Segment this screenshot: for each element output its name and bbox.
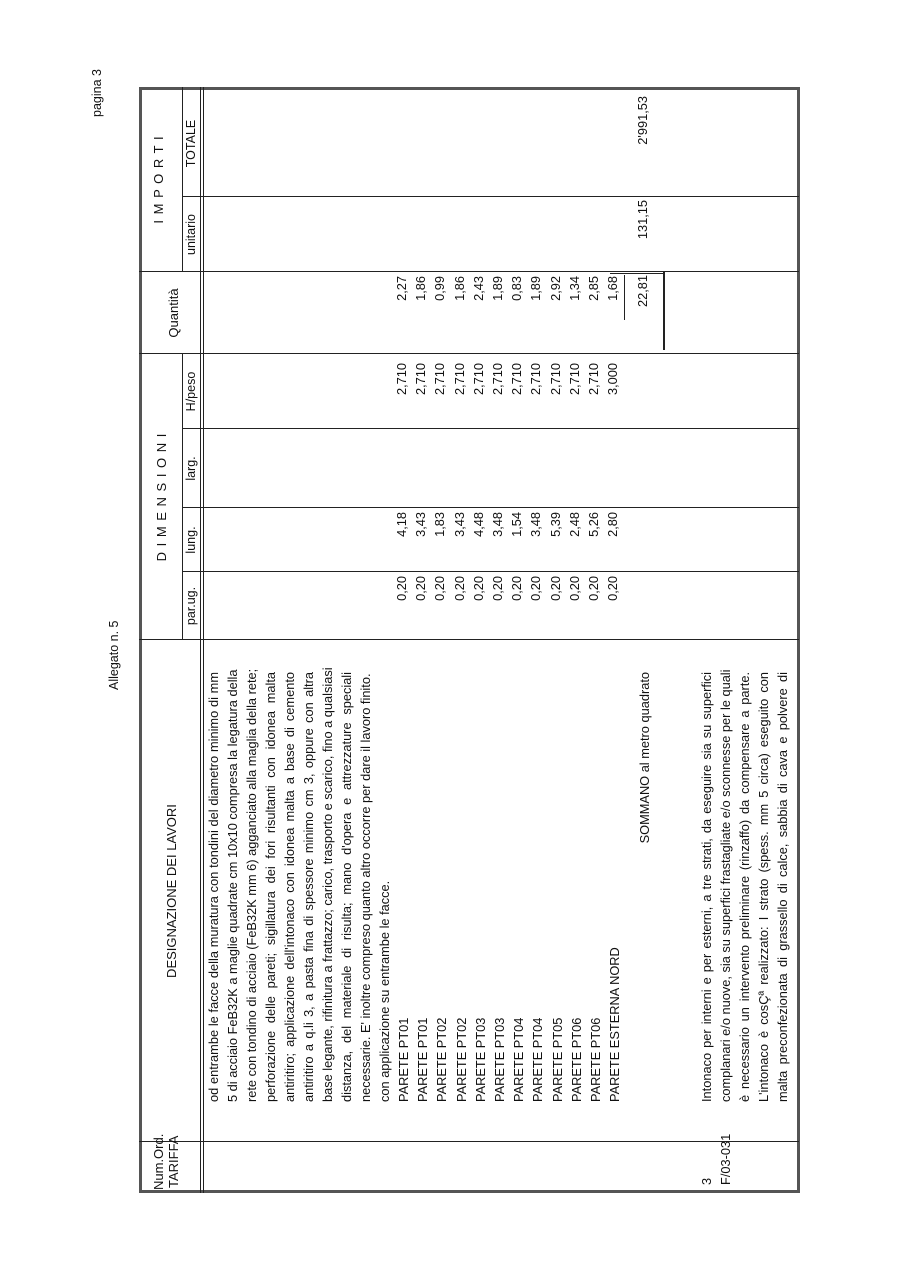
sum-line	[624, 275, 625, 320]
description-line: perforazione delle pareti; sigillatura dei fori risultanti con idonea malta	[263, 672, 278, 1102]
row-h-peso: 2,710	[490, 363, 505, 396]
num-ord-header: Num.Ord.	[151, 1133, 166, 1190]
row-quantity: 1,68	[605, 276, 621, 301]
row-quantity: 1,86	[451, 276, 467, 301]
row-label: PARETE PT03	[472, 1017, 488, 1102]
dimensioni-subheader-line	[182, 354, 183, 640]
tariffa-header: TARIFFA	[166, 1135, 181, 1188]
sommano-label: SOMMANO al metro quadrato	[637, 672, 652, 844]
description-line: L'intonaco è cosÇª realizzato: I strato (spess. mm 5 circa) eseguito con	[756, 672, 771, 1102]
row-quantity: 2,92	[547, 276, 563, 301]
row-par-ug: 0,20	[509, 576, 525, 601]
row-h-peso: 2,710	[451, 363, 467, 396]
row-quantity: 1,34	[566, 276, 582, 301]
row-h-peso: 2,710	[528, 363, 544, 396]
description-line: 5 di acciaio FeB32K a maglie quadrate cm 10x10 compresa la legatura della	[225, 669, 240, 1102]
row-lung: 5,26	[586, 512, 601, 537]
col-line-lung	[182, 507, 799, 508]
description-line: base legante, rifinitura a frattazzo; carico, trasporto e scarico, fino a qualsiasi	[320, 667, 335, 1102]
row-lung: 3,48	[490, 512, 505, 537]
row-label: PARETE PT04	[530, 1017, 546, 1102]
row-label: PARETE ESTERNA NORD	[607, 947, 623, 1102]
row-quantity: 2,27	[394, 276, 409, 301]
row-label: PARETE PT03	[492, 1017, 507, 1102]
summary-underline	[663, 272, 665, 350]
summary-quantity: 22,81	[635, 275, 650, 308]
row-label: PARETE PT06	[588, 1017, 603, 1102]
description-line: rete con tondino di acciaio (FeB32K mm 6) agganciato alla maglia della rete;	[244, 668, 259, 1102]
row-par-ug: 0,20	[451, 576, 467, 601]
row-h-peso: 2,710	[566, 363, 582, 396]
item-number: 3	[699, 1177, 714, 1185]
row-h-peso: 2,710	[413, 363, 429, 396]
row-lung: 2,48	[566, 512, 582, 537]
row-lung: 4,18	[394, 512, 409, 537]
col-line-qty	[139, 271, 799, 272]
description-line: od entrambe le facce della muratura con tondini del diametro minimo di mm	[206, 672, 221, 1102]
table-top-border	[139, 87, 142, 1193]
description-line: antiritiro; applicazione dell'intonaco con idonea malta a base di cemento	[282, 672, 297, 1102]
row-label: PARETE PT01	[396, 1017, 411, 1102]
unitario-header: unitario	[184, 214, 198, 255]
row-h-peso: 2,710	[547, 363, 563, 396]
importi-header: I M P O R T I	[151, 135, 166, 224]
page-number: pagina 3	[90, 69, 104, 117]
row-par-ug: 0,20	[605, 576, 621, 601]
row-lung: 5,39	[547, 512, 563, 537]
row-quantity: 1,89	[528, 276, 544, 301]
row-label: PARETE PT02	[453, 1017, 469, 1102]
h-peso-header: H/peso	[184, 371, 198, 412]
row-par-ug: 0,20	[490, 576, 505, 601]
row-quantity: 1,86	[413, 276, 429, 301]
row-quantity: 2,85	[586, 276, 601, 301]
row-h-peso: 2,710	[470, 363, 486, 396]
summary-bracket	[610, 273, 664, 274]
row-par-ug: 0,20	[547, 576, 563, 601]
lung-header: lung.	[184, 526, 198, 554]
row-par-ug: 0,20	[586, 576, 601, 601]
item-tariffa: F/03-031	[718, 1133, 733, 1185]
row-label: PARETE PT05	[549, 1017, 565, 1102]
par-ug-header: par.ug.	[184, 586, 198, 626]
unit-price: 131,15	[635, 200, 650, 240]
importi-subheader-line	[182, 87, 183, 272]
row-quantity: 2,43	[470, 276, 486, 301]
quantita-header: Quantità	[166, 288, 181, 338]
row-par-ug: 0,20	[413, 576, 429, 601]
prev-item-description	[204, 667, 404, 1102]
description-line: complanari e/o nuove, sia su superfici frastagliate e/o sconnesse per le quali	[718, 669, 733, 1102]
row-h-peso: 3,000	[605, 363, 621, 396]
description-line: Intonaco per interni e per esterni, a tre strati, da eseguire sia su superfici	[699, 672, 714, 1102]
col-line-h	[139, 353, 799, 354]
row-h-peso: 2,710	[509, 363, 525, 396]
row-quantity: 0,99	[432, 276, 448, 301]
row-lung: 1,83	[432, 512, 448, 537]
larg-header: larg.	[184, 456, 198, 481]
row-lung: 3,48	[528, 512, 544, 537]
description-line: antiritiro a q.li 3, a pasta fina di spessore minimo cm 3, oppure con altra	[301, 672, 316, 1102]
row-h-peso: 2,710	[394, 363, 409, 396]
row-h-peso: 2,710	[586, 363, 601, 396]
description-line: distanza, del materiale di risulta; mano d'opera e attrezzature speciali	[339, 672, 354, 1102]
description-line: è necessario un intervento preliminare (rinzaffo) da compensare a parte.	[737, 672, 752, 1102]
col-line-unit	[182, 196, 799, 197]
row-lung: 1,54	[509, 512, 525, 537]
table-left-border	[139, 1190, 799, 1193]
row-quantity: 1,89	[490, 276, 505, 301]
row-quantity: 0,83	[509, 276, 525, 301]
row-label: PARETE PT01	[415, 1017, 431, 1102]
description-line: malta preconfezionata di grassello di calce, sabbia di cava e polvere di	[775, 672, 790, 1102]
total-amount: 2'991,53	[635, 96, 650, 145]
row-par-ug: 0,20	[470, 576, 486, 601]
table-right-border	[139, 87, 799, 90]
row-label: PARETE PT02	[434, 1017, 450, 1102]
next-item-description	[697, 669, 793, 1102]
row-par-ug: 0,20	[394, 576, 409, 601]
table-bottom-border	[797, 87, 800, 1193]
row-lung: 3,43	[413, 512, 429, 537]
col-line-desc	[139, 639, 799, 640]
totale-header: TOTALE	[184, 119, 198, 168]
row-par-ug: 0,20	[432, 576, 448, 601]
row-par-ug: 0,20	[566, 576, 582, 601]
row-h-peso: 2,710	[432, 363, 448, 396]
dimensioni-header: D I M E N S I O N I	[154, 432, 169, 562]
description-line: con applicazione su entrambe le facce.	[377, 880, 392, 1102]
allegato-label: Allegato n. 5	[107, 620, 121, 690]
row-par-ug: 0,20	[528, 576, 544, 601]
description-line: necessarie. E' inoltre compreso quanto altro occorre per dare il lavoro finito.	[358, 673, 373, 1102]
row-label: PARETE PT04	[511, 1017, 527, 1102]
row-lung: 3,43	[451, 512, 467, 537]
row-lung: 2,80	[605, 512, 621, 537]
col-line-num	[139, 1141, 799, 1142]
row-lung: 4,48	[470, 512, 486, 537]
header-divider	[200, 87, 201, 1193]
designazione-header: DESIGNAZIONE DEI LAVORI	[164, 804, 179, 978]
row-label: PARETE PT06	[568, 1017, 584, 1102]
